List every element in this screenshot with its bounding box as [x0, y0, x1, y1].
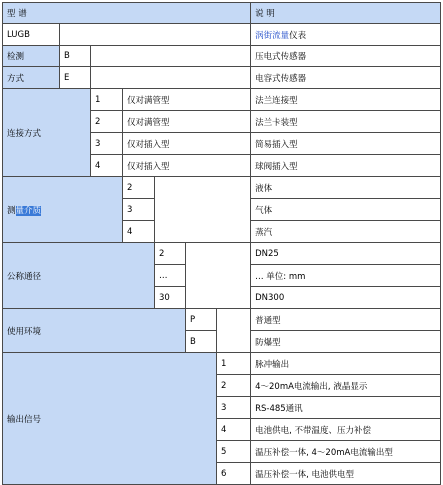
- lugb-desc-cell: [251, 24, 441, 46]
- empty-cell: [155, 177, 251, 243]
- output-desc-cell: 温压补偿一体, 电池供电型: [251, 463, 441, 485]
- empty-cell: [60, 24, 251, 46]
- medium-label-prefix: 测: [7, 205, 16, 216]
- mode-code-cell: E: [60, 67, 91, 89]
- diameter-desc-cell: DN300: [251, 287, 441, 309]
- connection-desc-cell: 法兰卡装型: [251, 111, 441, 133]
- detect-desc-cell: 压电式传感器: [251, 46, 441, 67]
- medium-code-cell: 3: [123, 199, 155, 221]
- output-desc-cell: 脉冲输出: [251, 353, 441, 375]
- lugb-desc-rest: 仪表: [289, 30, 307, 41]
- diameter-desc-cell: … 单位: mm: [251, 265, 441, 287]
- medium-desc-cell: 蒸汽: [251, 221, 441, 243]
- output-code-cell: 2: [217, 375, 251, 397]
- connection-desc-cell: 简易插入型: [251, 133, 441, 155]
- output-code-cell: 5: [217, 441, 251, 463]
- diameter-desc-cell: DN25: [251, 243, 441, 265]
- connection-code-cell: 4: [91, 155, 123, 177]
- empty-cell: [91, 46, 251, 67]
- environment-label-cell: 使用环境: [3, 309, 186, 353]
- output-code-cell: 3: [217, 397, 251, 419]
- output-desc-cell: 电池供电, 不带温度、压力补偿: [251, 419, 441, 441]
- medium-code-cell: 2: [123, 177, 155, 199]
- connection-label-cell: 连接方式: [3, 89, 91, 177]
- connection-name-cell: 仅对插入型: [123, 133, 251, 155]
- connection-name-cell: 仅对满管型: [123, 111, 251, 133]
- environment-code-cell: B: [186, 331, 217, 353]
- connection-code-cell: 2: [91, 111, 123, 133]
- detect-code-cell: B: [60, 46, 91, 67]
- empty-cell: [91, 67, 251, 89]
- medium-code-cell: 4: [123, 221, 155, 243]
- connection-name-cell: 仅对插入型: [123, 155, 251, 177]
- medium-desc-cell: 液体: [251, 177, 441, 199]
- connection-desc-cell: 法兰连接型: [251, 89, 441, 111]
- detect-label-cell: 检测: [3, 46, 60, 67]
- header-desc-cell: 说 明: [251, 3, 441, 24]
- diameter-code-cell: 30: [155, 287, 186, 309]
- medium-label-cell: [3, 177, 123, 243]
- medium-desc-cell: 气体: [251, 199, 441, 221]
- output-desc-cell: 4～20mA电流输出, 液晶显示: [251, 375, 441, 397]
- environment-code-cell: P: [186, 309, 217, 331]
- environment-desc-cell: 普通型: [251, 309, 441, 331]
- output-label-cell: 输出信号: [3, 353, 217, 485]
- connection-name-cell: 仅对满管型: [123, 89, 251, 111]
- medium-label-highlight: 量介质: [15, 205, 42, 216]
- empty-cell: [217, 309, 251, 353]
- empty-cell: [186, 243, 251, 309]
- header-spec-cell: 型 谱: [3, 3, 251, 24]
- connection-code-cell: 3: [91, 133, 123, 155]
- connection-desc-cell: 球阀插入型: [251, 155, 441, 177]
- mode-label-cell: 方式: [3, 67, 60, 89]
- connection-code-cell: 1: [91, 89, 123, 111]
- diameter-label-cell: 公称通径: [3, 243, 155, 309]
- output-desc-cell: RS-485通讯: [251, 397, 441, 419]
- flowmeter-link[interactable]: 涡街流量: [255, 30, 290, 41]
- model-code-table: [2, 2, 441, 485]
- lugb-code-cell: LUGB: [3, 24, 60, 46]
- diameter-code-cell: …: [155, 265, 186, 287]
- output-code-cell: 6: [217, 463, 251, 485]
- output-code-cell: 1: [217, 353, 251, 375]
- mode-desc-cell: 电容式传感器: [251, 67, 441, 89]
- output-code-cell: 4: [217, 419, 251, 441]
- output-desc-cell: 温压补偿一体, 4～20mA电流输出型: [251, 441, 441, 463]
- environment-desc-cell: 防爆型: [251, 331, 441, 353]
- diameter-code-cell: 2: [155, 243, 186, 265]
